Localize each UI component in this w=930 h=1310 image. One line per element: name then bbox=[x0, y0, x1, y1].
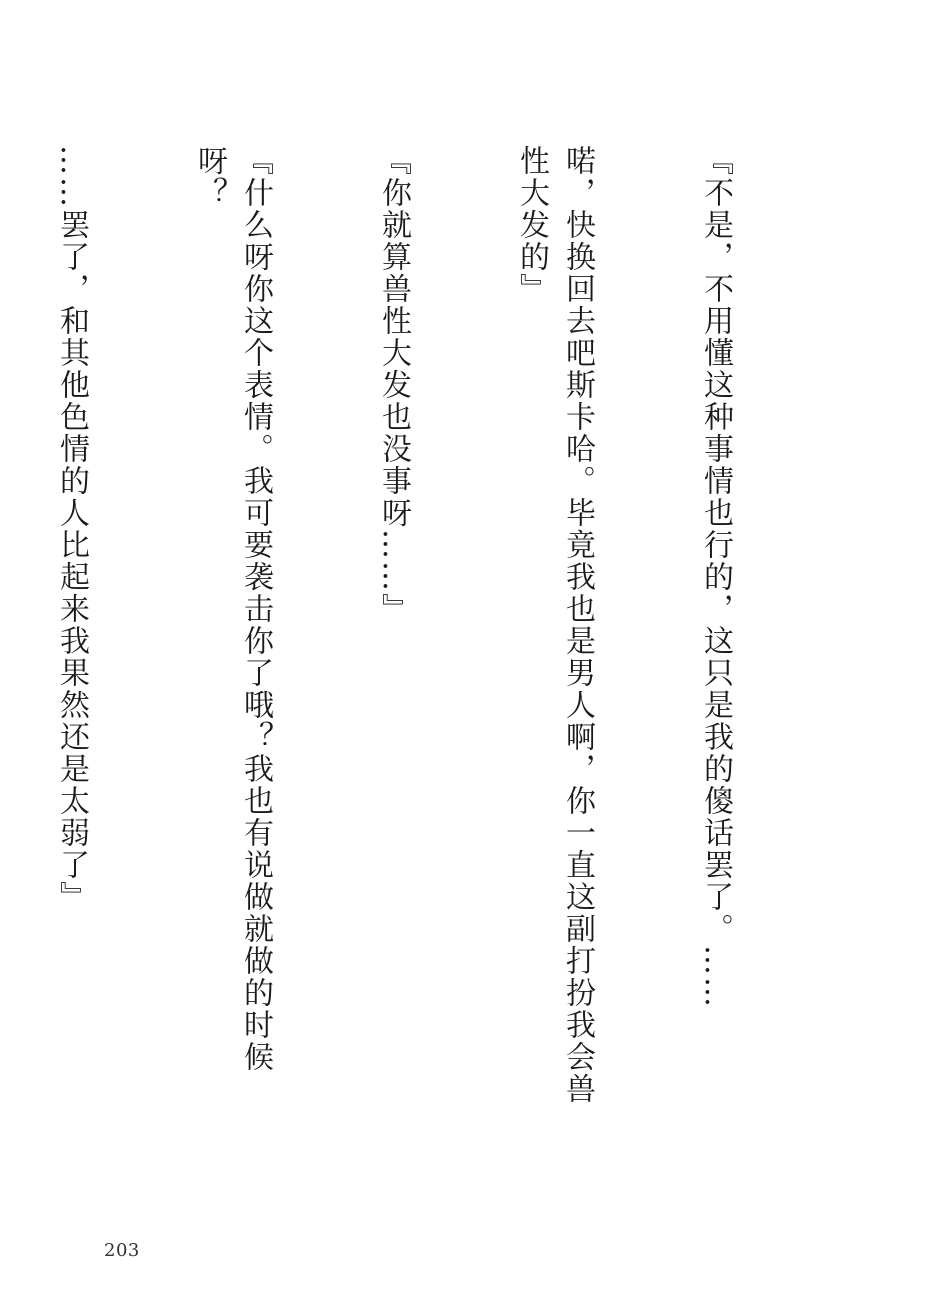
page-number: 203 bbox=[104, 1240, 140, 1261]
text-line: 『什么呀你这个表情。我可要袭击你了哦？我也有说做就做的时候呀？ bbox=[192, 145, 273, 1073]
text-line: ……罢了，和其他色情的人比起来我果然还是太弱了』 bbox=[54, 145, 89, 913]
text-line: 喏，快换回去吧斯卡哈。毕竟我也是男人啊，你一直这副打扮我会兽性大发的』 bbox=[514, 145, 595, 1105]
text-line: 『不是，不用懂这种事情也行的，这只是我的傻话罢了。…… bbox=[698, 145, 733, 1009]
text-line: 『你就算兽性大发也没事呀……』 bbox=[376, 145, 411, 625]
vertical-text-block bbox=[0, 145, 830, 1125]
